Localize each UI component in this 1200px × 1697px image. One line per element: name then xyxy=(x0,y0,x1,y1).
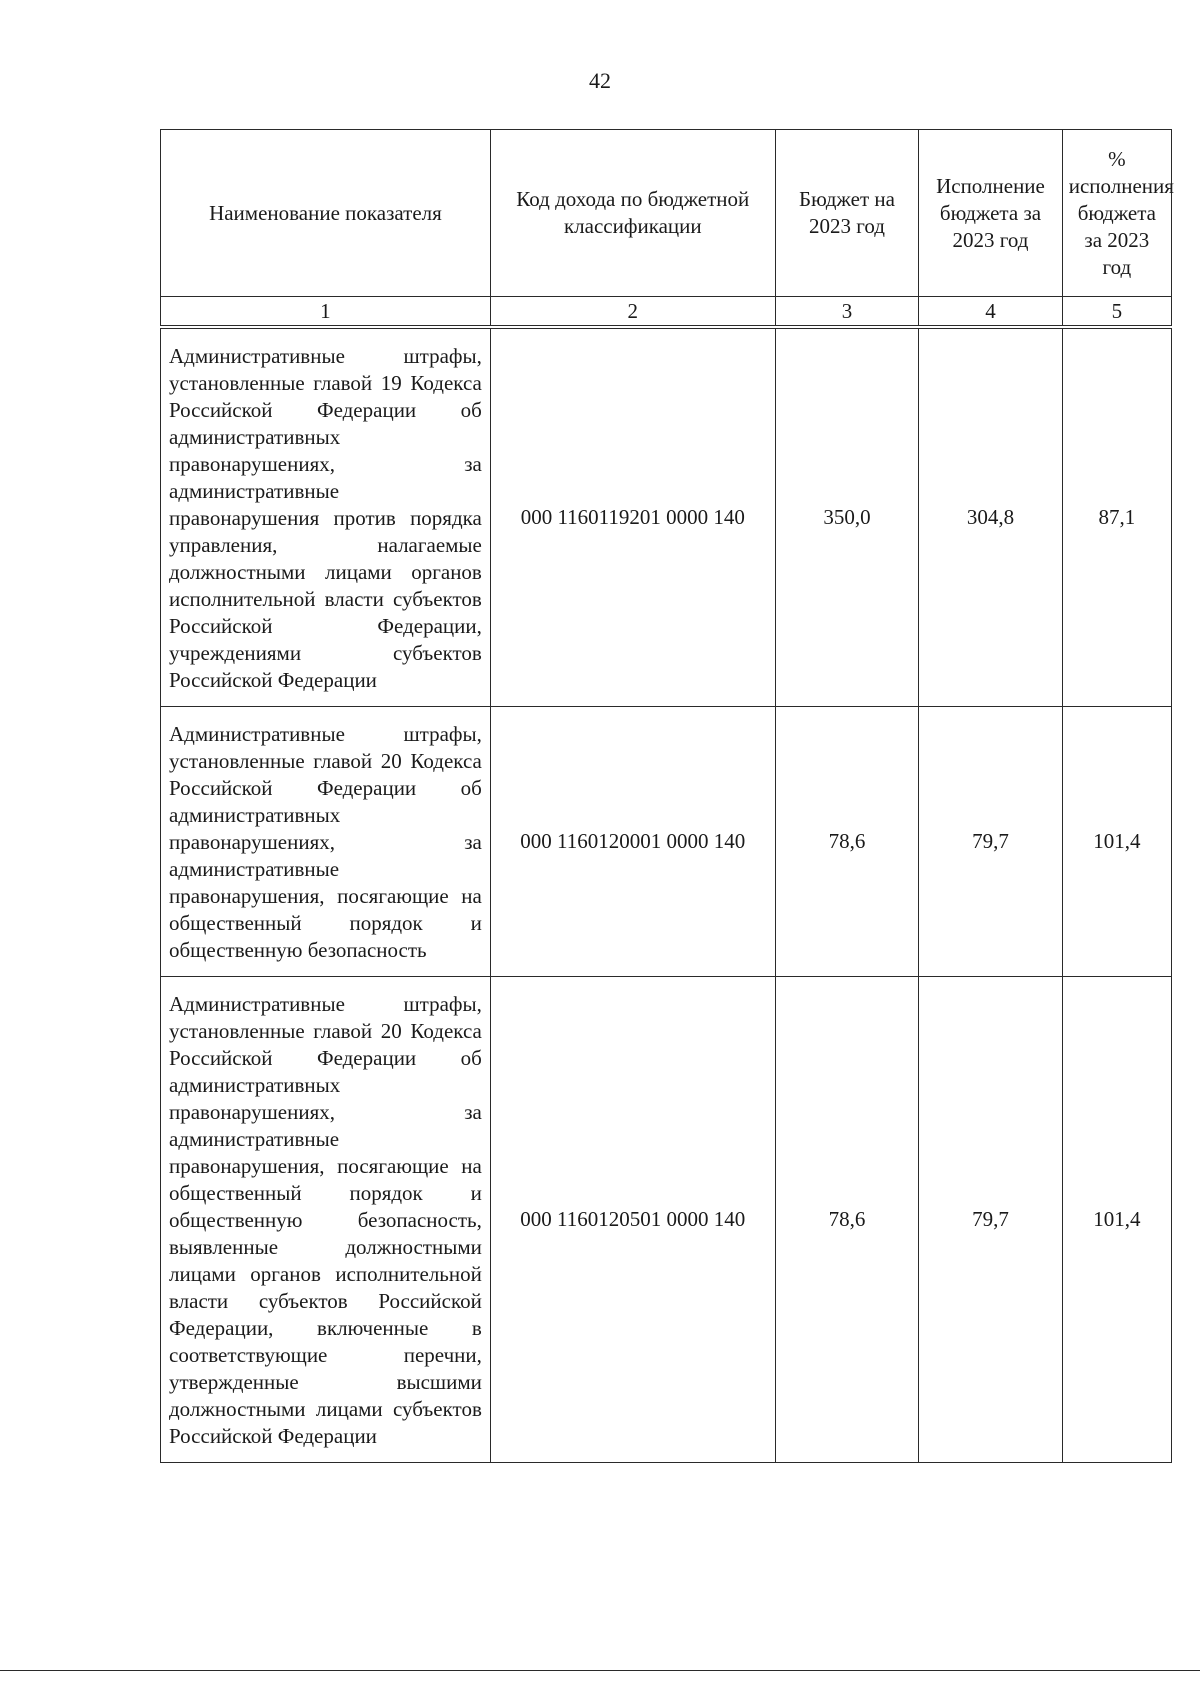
header-execution-2023: Исполнение бюджета за 2023 год xyxy=(919,130,1063,297)
percent-cell: 87,1 xyxy=(1062,327,1171,707)
column-number: 1 xyxy=(161,297,491,328)
header-income-code: Код дохода по бюджетной классификации xyxy=(490,130,775,297)
budget-cell: 350,0 xyxy=(775,327,919,707)
income-code-cell: 000 1160120001 0000 140 xyxy=(490,707,775,977)
execution-cell: 304,8 xyxy=(919,327,1063,707)
table-header-row xyxy=(161,130,1172,297)
income-code-cell: 000 1160119201 0000 140 xyxy=(490,327,775,707)
budget-cell: 78,6 xyxy=(775,707,919,977)
page-bottom-rule xyxy=(0,1670,1200,1671)
percent-cell: 101,4 xyxy=(1062,977,1171,1463)
column-number: 2 xyxy=(490,297,775,328)
column-number: 5 xyxy=(1062,297,1171,328)
percent-cell: 101,4 xyxy=(1062,707,1171,977)
budget-cell: 78,6 xyxy=(775,977,919,1463)
table-row xyxy=(161,977,1172,1463)
header-execution-percent: % исполнения бюджета за 2023 год xyxy=(1062,130,1171,297)
indicator-name-cell: Административные штрафы, установленные главой 20 Кодекса Российской Федерации об административных правонарушениях, за административные правонарушения, посягающие на общественный порядок и общественную безопасность, выявленные должностными лицами органов исполнительной власти субъектов Российской Федерации, включенные в соответствующие перечни, утвержденные высшими должностными лицами субъектов Российской Федерации xyxy=(161,977,491,1463)
column-number-row xyxy=(161,297,1172,328)
table-row xyxy=(161,707,1172,977)
table-row xyxy=(161,327,1172,707)
income-code-cell: 000 1160120501 0000 140 xyxy=(490,977,775,1463)
execution-cell: 79,7 xyxy=(919,707,1063,977)
page-number: 42 xyxy=(589,68,611,93)
header-indicator-name: Наименование показателя xyxy=(161,130,491,297)
indicator-name-cell: Административные штрафы, установленные главой 20 Кодекса Российской Федерации об административных правонарушениях, за административные правонарушения, посягающие на общественный порядок и общественную безопасность xyxy=(161,707,491,977)
column-number: 3 xyxy=(775,297,919,328)
header-budget-2023: Бюджет на 2023 год xyxy=(775,130,919,297)
column-number: 4 xyxy=(919,297,1063,328)
budget-execution-table xyxy=(160,129,1172,1463)
execution-cell: 79,7 xyxy=(919,977,1063,1463)
indicator-name-cell: Административные штрафы, установленные главой 19 Кодекса Российской Федерации об административных правонарушениях, за административные правонарушения против порядка управления, налагаемые должностными лицами органов исполнительной власти субъектов Российской Федерации, учреждениями субъектов Российской Федерации xyxy=(161,327,491,707)
